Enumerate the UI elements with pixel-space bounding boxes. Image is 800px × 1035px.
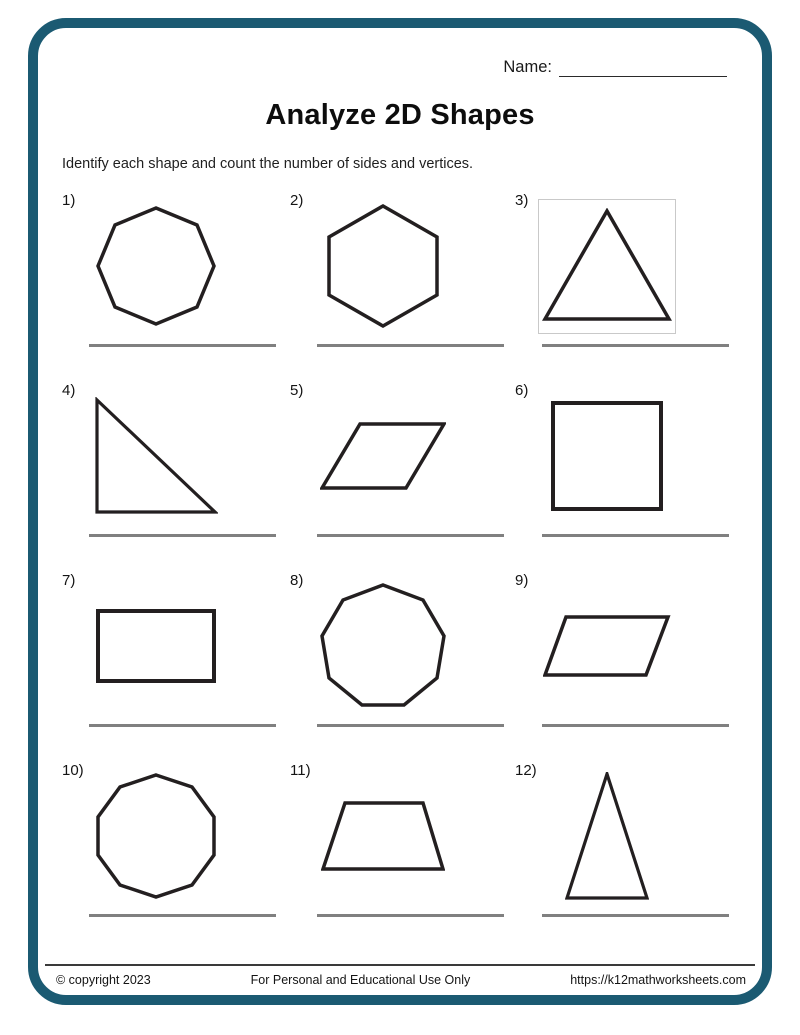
nonagon-shape xyxy=(320,581,446,711)
problem-cell-12 xyxy=(515,758,738,948)
answer-blank-line xyxy=(317,914,504,917)
shape-zone xyxy=(290,384,475,528)
problem-cell-1 xyxy=(62,188,290,378)
shape-zone xyxy=(62,194,250,338)
shape-zone xyxy=(62,384,250,528)
problem-number: 4) xyxy=(62,382,76,399)
trapezoid-shape xyxy=(321,801,445,871)
footer-url: https://k12mathworksheets.com xyxy=(570,973,746,987)
footer xyxy=(56,973,746,987)
answer-blank-line xyxy=(317,724,504,727)
parallelogram-shape xyxy=(320,422,446,490)
problem-number: 5) xyxy=(290,382,304,399)
right-triangle-shape xyxy=(94,397,218,515)
answer-blank-line xyxy=(542,344,729,347)
octagon-shape xyxy=(96,204,216,328)
problems-grid xyxy=(62,188,738,948)
footer-copyright: © copyright 2023 xyxy=(56,973,151,987)
rectangle-shape xyxy=(96,609,216,683)
name-field xyxy=(503,58,727,77)
problem-number: 3) xyxy=(515,192,529,209)
shape-zone xyxy=(62,764,250,908)
shape-zone xyxy=(515,574,698,718)
footer-divider xyxy=(45,964,755,966)
problem-cell-6 xyxy=(515,378,738,568)
problem-number: 12) xyxy=(515,762,537,779)
problem-cell-8 xyxy=(290,568,515,758)
problem-number: 1) xyxy=(62,192,76,209)
answer-blank-line xyxy=(317,534,504,537)
problem-cell-9 xyxy=(515,568,738,758)
problem-cell-3 xyxy=(515,188,738,378)
problem-number: 2) xyxy=(290,192,304,209)
answer-blank-line xyxy=(542,914,729,917)
problem-number: 11) xyxy=(290,762,311,779)
shape-zone xyxy=(515,764,698,908)
problem-cell-2 xyxy=(290,188,515,378)
problem-number: 8) xyxy=(290,572,304,589)
answer-blank-line xyxy=(542,724,729,727)
shape-zone xyxy=(290,574,475,718)
page-title: Analyze 2D Shapes xyxy=(265,99,535,131)
shape-zone xyxy=(62,574,250,718)
shape-zone xyxy=(290,194,475,338)
problem-number: 6) xyxy=(515,382,529,399)
instructions-text: Identify each shape and count the number of sides and vertices. xyxy=(62,156,474,172)
triangle-shape xyxy=(542,208,672,322)
answer-blank-line xyxy=(542,534,729,537)
problem-cell-4 xyxy=(62,378,290,568)
shape-zone xyxy=(515,194,698,338)
answer-blank-line xyxy=(89,344,276,347)
answer-blank-line xyxy=(89,534,276,537)
problem-cell-7 xyxy=(62,568,290,758)
triangle-shape xyxy=(565,772,649,900)
problem-number: 7) xyxy=(62,572,76,589)
answer-blank-line xyxy=(89,914,276,917)
answer-blank-line xyxy=(89,724,276,727)
footer-usage-note: For Personal and Educational Use Only xyxy=(250,973,471,987)
square-shape xyxy=(551,401,663,511)
decagon-shape xyxy=(94,772,218,900)
hexagon-shape xyxy=(326,203,440,329)
shape-zone xyxy=(515,384,698,528)
problem-number: 9) xyxy=(515,572,529,589)
answer-blank-line xyxy=(317,344,504,347)
image-frame xyxy=(538,199,676,334)
problem-cell-5 xyxy=(290,378,515,568)
problem-cell-11 xyxy=(290,758,515,948)
name-label: Name: xyxy=(503,58,552,76)
name-blank-line xyxy=(559,58,727,77)
parallelogram-shape xyxy=(543,615,671,677)
problem-number: 10) xyxy=(62,762,84,779)
shape-zone xyxy=(290,764,475,908)
problem-cell-10 xyxy=(62,758,290,948)
